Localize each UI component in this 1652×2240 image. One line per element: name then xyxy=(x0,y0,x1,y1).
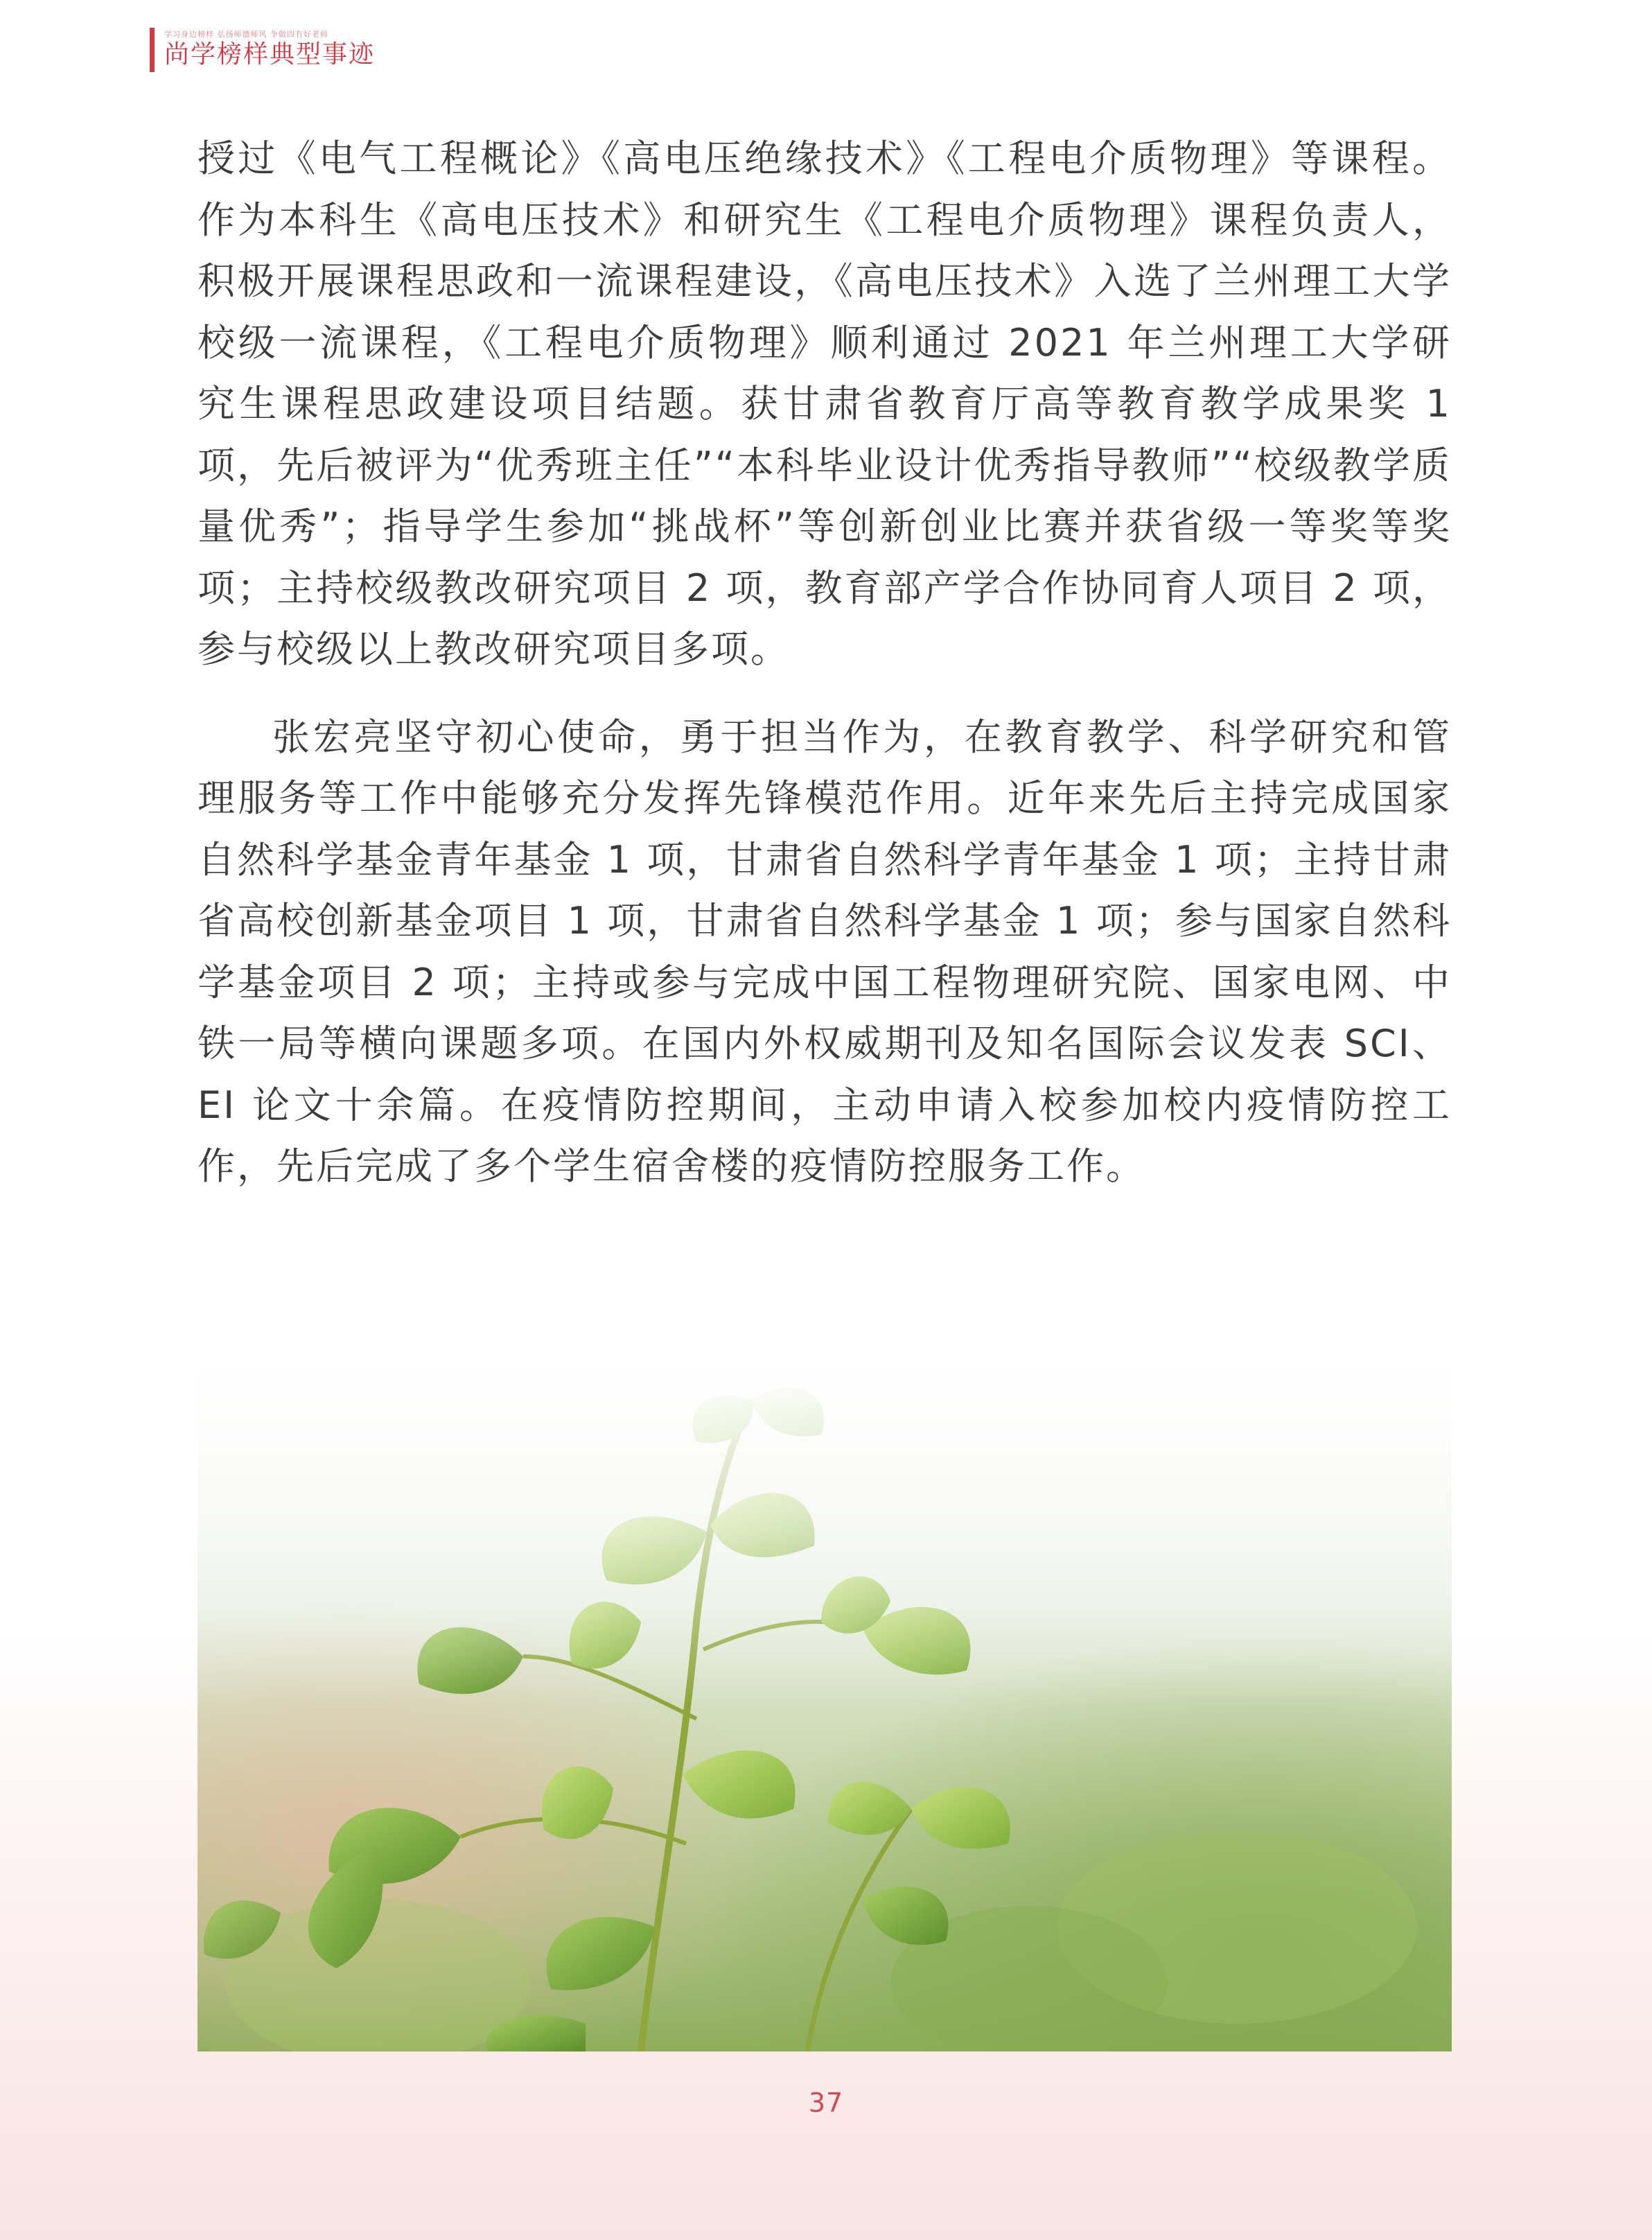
leaf-photo xyxy=(197,1358,1452,2051)
page-number: 37 xyxy=(808,2088,844,2118)
header-accent-bar xyxy=(150,28,155,72)
paragraph-research: 张宏亮坚守初心使命，勇于担当作为，在教育教学、科学研究和管理服务等工作中能够充分发挥先锋模范作用。近年来先后主持完成国家自然科学基金青年基金 1 项，甘肃省自然科学青年基金 1 项；主持甘肃省高校创新基金项目 1 项，甘肃省自然科学基金 1 项；参与国家自然科学基金项目 2 项；主持或参与完成中国工程物理研究院、国家电网、中铁一局等横向课题多项。在国内外权威期刊及知名国际会议发表 SCI、EI 论文十余篇。在疫情防控期间，主动申请入校参加校内疫情防控工作，先后完成了多个学生宿舍楼的疫情防控服务工作。 xyxy=(197,715,1452,1188)
running-header xyxy=(150,28,375,72)
article-body xyxy=(197,128,1452,1224)
header-subtitle: 学习身边榜样 弘扬师德师风 争做四有好老师 xyxy=(164,30,328,39)
paragraph-teaching: 授过《电气工程概论》《高电压绝缘技术》《工程电介质物理》等课程。作为本科生《高电压技术》和研究生《工程电介质物理》课程负责人，积极开展课程思政和一流课程建设，《高电压技术》入选了兰州理工大学校级一流课程，《工程电介质物理》顺利通过 2021 年兰州理工大学研究生课程思政建设项目结题。获甘肃省教育厅高等教育教学成果奖 1 项，先后被评为“优秀班主任”“本科毕业设计优秀指导教师”“校级教学质量优秀”；指导学生参加“挑战杯”等创新创业比赛并获省级一等奖等奖项；主持校级教改研究项目 2 项，教育部产学合作协同育人项目 2 项，参与校级以上教改研究项目多项。 xyxy=(197,137,1452,671)
leaf-photo-illustration xyxy=(197,1358,1452,2051)
header-title: 尚学榜样典型事迹 xyxy=(164,40,376,69)
header-text-block xyxy=(164,28,375,72)
